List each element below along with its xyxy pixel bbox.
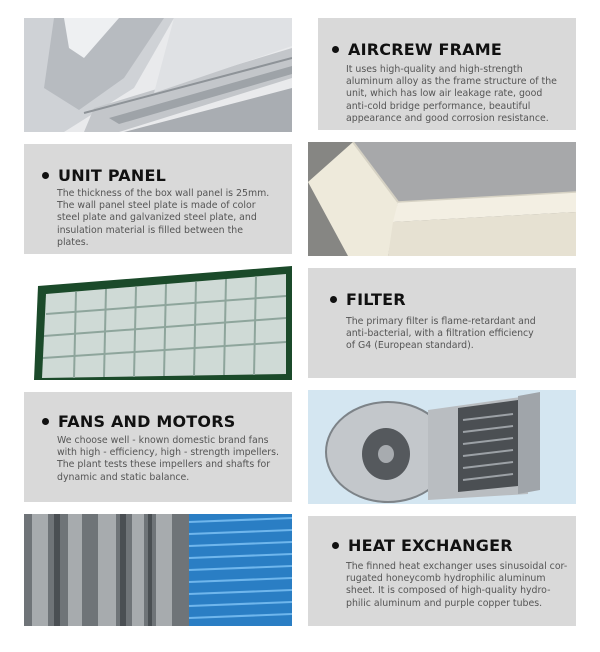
- section-title-text: HEAT EXCHANGER: [348, 536, 513, 555]
- section-description: [57, 188, 269, 249]
- description-line: unit, which has low air leakage rate, good: [346, 88, 543, 100]
- section-card-heat-exchanger: [308, 516, 576, 626]
- section-title: [330, 290, 406, 309]
- description-line: steel plate and galvanized steel plate, and: [57, 212, 257, 224]
- section-title: [42, 412, 235, 431]
- description-line: of G4 (European standard).: [346, 340, 474, 352]
- bullet-icon: [42, 418, 49, 425]
- bullet-icon: [332, 46, 339, 53]
- description-line: with high - efficiency, high - strength impellers.: [57, 447, 280, 459]
- description-line: The thickness of the box wall panel is 25mm.: [57, 188, 270, 199]
- section-card-aircrew-frame: [318, 18, 576, 130]
- blower-fan-image: [308, 390, 576, 504]
- section-title-text: FANS AND MOTORS: [58, 412, 236, 431]
- section-title: [332, 40, 502, 59]
- section-card-filter: [308, 268, 576, 378]
- wall-panel-image: [308, 142, 576, 256]
- description-line: appearance and good corrosion resistance.: [346, 112, 549, 124]
- bullet-icon: [42, 172, 49, 179]
- section-title: [332, 536, 513, 555]
- section-title: [42, 166, 166, 185]
- description-line: anti-cold bridge performance, beautiful: [346, 100, 531, 112]
- description-line: sheet. It is composed of high-quality hydro-: [346, 585, 551, 597]
- bullet-icon: [330, 296, 337, 303]
- description-line: The wall panel steel plate is made of color: [57, 200, 256, 212]
- section-title-text: UNIT PANEL: [58, 166, 166, 185]
- description-line: plates.: [57, 236, 89, 248]
- description-line: It uses high-quality and high-strength: [346, 64, 523, 75]
- section-card-unit-panel: [24, 144, 292, 254]
- section-description: [346, 561, 567, 610]
- aluminum-frame-image: [24, 18, 292, 132]
- description-line: aluminum alloy as the frame structure of the: [346, 76, 557, 88]
- section-description: [346, 316, 536, 353]
- section-title-text: FILTER: [346, 290, 406, 309]
- description-line: The primary filter is flame-retardant and: [346, 316, 536, 327]
- section-card-fans-and-motors: [24, 392, 292, 502]
- description-line: anti-bacterial, with a filtration efficiency: [346, 328, 534, 340]
- description-line: rugated honeycomb hydrophilic aluminum: [346, 573, 546, 585]
- section-description: [57, 435, 279, 484]
- description-line: The finned heat exchanger uses sinusoidal cor-: [346, 561, 568, 572]
- bullet-icon: [332, 542, 339, 549]
- section-title-text: AIRCREW FRAME: [348, 40, 502, 59]
- description-line: insulation material is filled between the: [57, 224, 243, 236]
- section-description: [346, 64, 557, 125]
- description-line: The plant tests these impellers and shafts for: [57, 459, 271, 471]
- description-line: dynamic and static balance.: [57, 471, 190, 483]
- filter-image: [24, 266, 292, 380]
- heat-exchanger-image: [24, 514, 292, 626]
- description-line: philic aluminum and purple copper tubes.: [346, 597, 543, 609]
- description-line: We choose well - known domestic brand fans: [57, 435, 269, 446]
